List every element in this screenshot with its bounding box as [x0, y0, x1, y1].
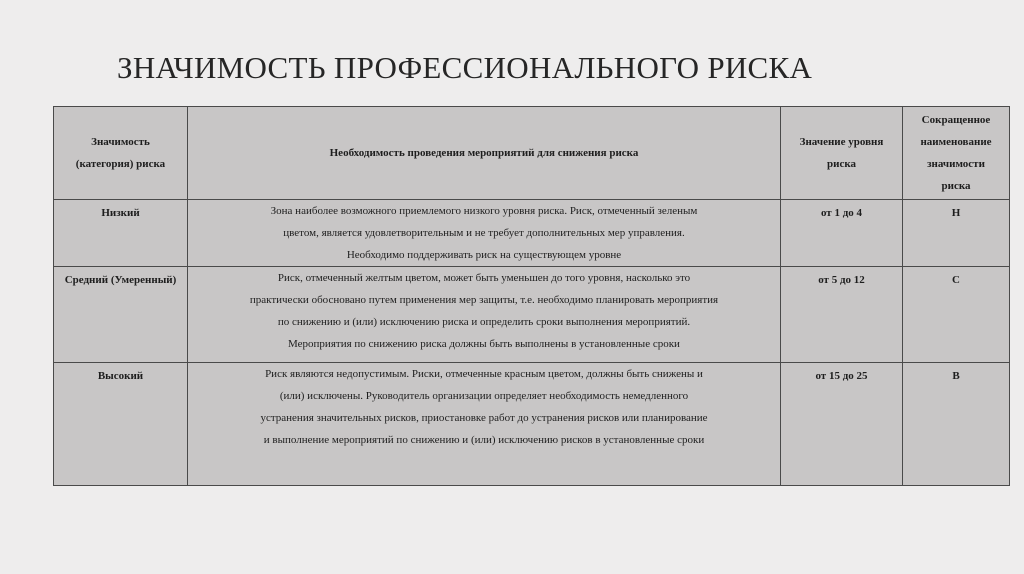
header-category [54, 107, 188, 200]
header-level-line: Значение уровня [799, 136, 884, 149]
header-measures [188, 107, 781, 200]
header-category-line: (категория) риска [75, 158, 166, 171]
row-abbreviation: С [903, 267, 1010, 362]
row-abbreviation: Н [903, 200, 1010, 267]
row-level: от 1 до 4 [781, 200, 903, 267]
header-measures-text: Необходимость проведения мероприятий для снижения риска [329, 147, 639, 160]
row-category: Средний (Умеренный) [54, 267, 188, 362]
row-abbreviation: В [903, 362, 1010, 485]
description-line: Риск являются недопустимым. Риски, отмеченные красным цветом, должны быть снижены и [265, 367, 703, 380]
row-category: Низкий [54, 200, 188, 267]
header-abbreviation-line: Сокращенное [921, 114, 991, 127]
description-line: цветом, является удовлетворительным и не требует дополнительных мер управления. [283, 227, 685, 240]
table-row-low [54, 200, 1010, 267]
header-level [781, 107, 903, 200]
row-level: от 5 до 12 [781, 267, 903, 362]
description-line: и выполнение мероприятий по снижению и (или) исключению рисков в установленные сроки [263, 433, 705, 446]
row-description [188, 267, 781, 362]
row-description [188, 362, 781, 485]
table-row-medium [54, 267, 1010, 362]
header-abbreviation-line: значимости [927, 158, 985, 171]
description-line: устранения значительных рисков, приостановке работ до устранения рисков или планирование [260, 411, 708, 424]
description-line: Риск, отмеченный желтым цветом, может быть уменьшен до того уровня, насколько это [277, 272, 691, 285]
page-title: ЗНАЧИМОСТЬ ПРОФЕССИОНАЛЬНОГО РИСКА [117, 50, 813, 85]
description-line: практически обосновано путем применения мер защиты, т.е. необходимо планировать мероприятия [249, 294, 719, 307]
row-description [188, 200, 781, 267]
table-header-row [54, 107, 1010, 200]
description-line: (или) исключены. Руководитель организации определяет необходимость немедленного [279, 389, 689, 402]
header-abbreviation [903, 107, 1010, 200]
row-category: Высокий [54, 362, 188, 485]
header-abbreviation-line: наименование [920, 136, 992, 149]
table-row-high [54, 362, 1010, 485]
risk-significance-table [53, 106, 1010, 486]
header-category-line: Значимость [91, 136, 150, 149]
header-abbreviation-line: риска [941, 180, 971, 193]
header-level-line: риска [826, 158, 856, 171]
description-line: Зона наиболее возможного приемлемого низкого уровня риска. Риск, отмеченный зеленым [270, 205, 698, 218]
description-line: Необходимо поддерживать риск на существующем уровне [346, 249, 622, 262]
row-level: от 15 до 25 [781, 362, 903, 485]
description-line: по снижению и (или) исключению риска и определить сроки выполнения мероприятий. [277, 316, 691, 329]
description-line: Мероприятия по снижению риска должны быть выполнены в установленные сроки [288, 338, 680, 351]
